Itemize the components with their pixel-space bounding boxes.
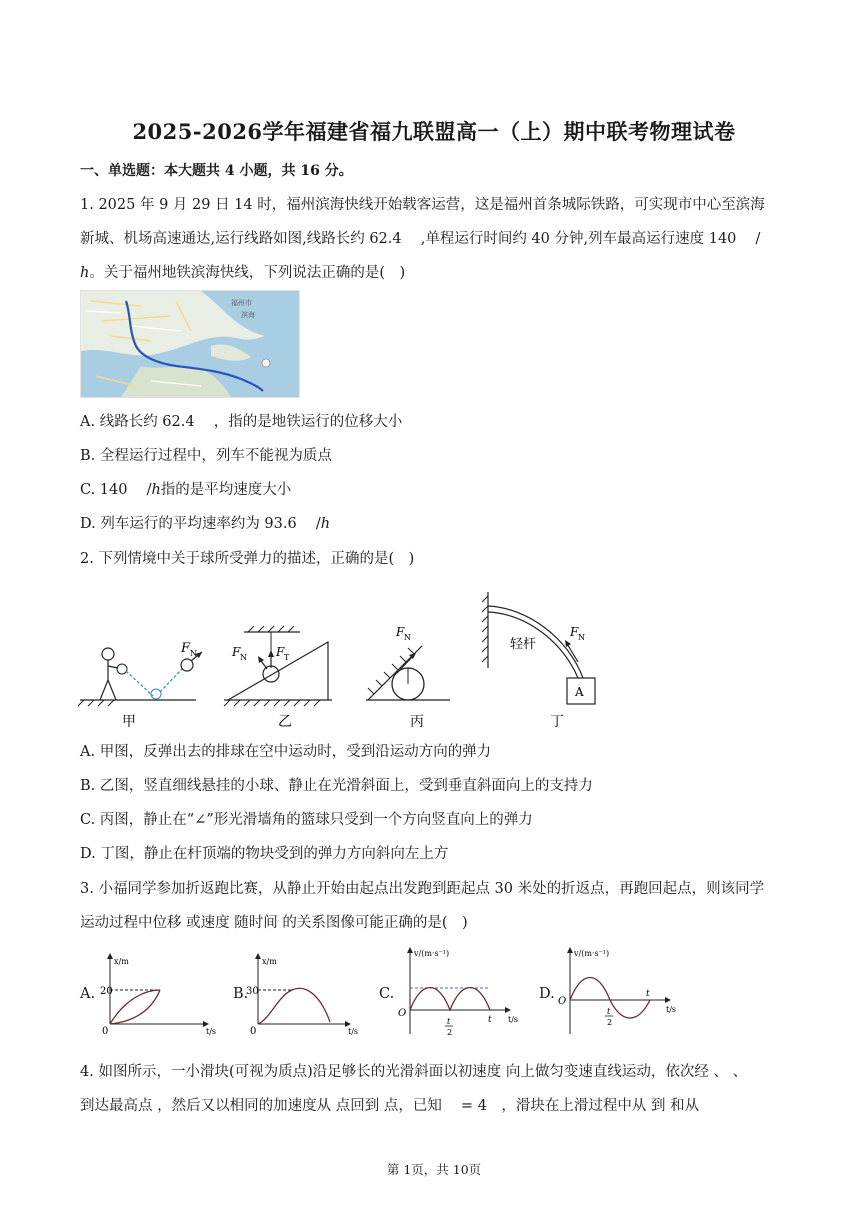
graph-d-origin: O xyxy=(558,996,567,1007)
label-ding-rod: 轻杆 xyxy=(510,637,537,652)
label-yi: 乙 xyxy=(278,714,292,730)
figure-jia xyxy=(78,641,202,730)
q1-line-3: ℎ。关于福州地铁滨海快线，下列说法正确的是( ) xyxy=(80,265,406,281)
graph-c-half-bot: 2 xyxy=(447,1028,453,1037)
graph-b-value: 30 xyxy=(246,986,259,997)
graph-d-ylabel: v/(m·s⁻¹) xyxy=(574,949,610,958)
graph-c-xlabel: t/s xyxy=(508,1015,519,1024)
graph-a-ylabel: x/m xyxy=(114,957,129,966)
graph-c-t: t xyxy=(488,1015,492,1025)
figure-ding xyxy=(482,592,595,730)
graph-d-half-bot: 2 xyxy=(607,1018,613,1027)
label-yi-ft: F xyxy=(276,645,285,659)
graph-d-t: t xyxy=(646,989,650,999)
label-jia-f-sub: N xyxy=(190,649,197,658)
figure-yi xyxy=(224,626,332,730)
label-yi-ft-sub: T xyxy=(284,653,290,662)
label-jia: 甲 xyxy=(122,714,136,730)
q1-option-a: A. 线路长约 62.4 ，指的是地铁运行的位移大小 xyxy=(80,414,403,430)
q4-line-2: 到达最高点 ，然后又以相同的加速度从 点回到 点，已知 = 4 ，滑块在上滑过程中从 到 和从 xyxy=(80,1098,700,1114)
q2-stem: 2. 下列情境中关于球所受弹力的描述，正确的是( ) xyxy=(80,551,415,567)
graph-c-origin: O xyxy=(398,1008,407,1019)
page-title: 2025-2026学年福建省福九联盟高一（上）期中联考物理试卷 xyxy=(132,119,736,144)
q2-option-a: A. 甲图，反弹出去的排球在空中运动时，受到沿运动方向的弹力 xyxy=(80,744,492,760)
q3-line-2: 运动过程中位移 或速度 随时间 的关系图像可能正确的是( ) xyxy=(80,915,468,931)
section-heading: 一、单选题：本大题共 4 小题，共 16 分。 xyxy=(80,163,353,179)
label-ding-block: A xyxy=(575,685,584,699)
q3-option-c-label: C. xyxy=(379,986,395,1002)
graph-c-half-top: t xyxy=(447,1017,451,1026)
route-map-image xyxy=(80,290,300,398)
graph-c-ylabel: v/(m·s⁻¹) xyxy=(414,949,450,958)
page-footer: 第 1页，共 10页 xyxy=(386,1162,482,1177)
label-ding: 丁 xyxy=(550,714,564,730)
graph-a xyxy=(100,954,216,1037)
q3-line-1: 3. 小福同学参加折返跑比赛，从静止开始由起点出发跑到距起点 30 米处的折返点，再跑回起点，则该同学 xyxy=(80,881,765,897)
q1-line-2: 新城、机场高速通达,运行线路如图,线路长约 62.4 ,单程运行时间约 40 分钟,列车最高运行速度 140 / xyxy=(80,231,761,247)
graph-a-xlabel: t/s xyxy=(206,1027,217,1036)
q3-option-b-label: B. xyxy=(233,986,249,1002)
label-bing-fn: F xyxy=(396,625,405,639)
q1-option-c: C. 140 /ℎ指的是平均速度大小 xyxy=(80,482,292,498)
q4-line-1: 4. 如图所示，一小滑块(可视为质点)沿足够长的光滑斜面以初速度 向上做匀变速直线运动，依次经 、 、 xyxy=(80,1064,748,1080)
q1-option-b: B. 全程运行过程中，列车不能视为质点 xyxy=(80,448,332,464)
label-bing-fn-sub: N xyxy=(404,633,411,642)
map-label-binhai: 滨海 xyxy=(241,311,255,319)
q2-figures xyxy=(78,588,638,730)
label-yi-fn: F xyxy=(232,645,241,659)
q1-line-1: 1. 2025 年 9 月 29 日 14 时，福州滨海快线开始载客运营，这是福州首条城际铁路，可实现市中心至滨海 xyxy=(80,197,765,213)
label-ding-fn-sub: N xyxy=(578,633,585,642)
q2-option-d: D. 丁图，静止在杆顶端的物块受到的弹力方向斜向左上方 xyxy=(80,846,449,862)
graph-d-xlabel: t/s xyxy=(666,1005,677,1014)
figure-bing xyxy=(366,625,450,730)
graph-b-xlabel: t/s xyxy=(348,1027,359,1036)
q3-graphs xyxy=(100,944,700,1044)
q3-option-d-label: D. xyxy=(539,986,555,1002)
graph-b xyxy=(246,954,358,1037)
graph-b-ylabel: x/m xyxy=(262,957,277,966)
graph-c xyxy=(398,948,518,1037)
label-jia-f: F xyxy=(181,641,191,656)
q1-option-d: D. 列车运行的平均速率约为 93.6 /ℎ xyxy=(80,516,331,532)
graph-b-origin: 0 xyxy=(250,1026,257,1037)
q3-option-a-label: A. xyxy=(80,986,96,1002)
label-yi-fn-sub: N xyxy=(240,653,247,662)
map-label-fuzhou: 福州市 xyxy=(231,299,252,307)
label-ding-fn: F xyxy=(570,625,579,639)
label-bing: 丙 xyxy=(410,714,424,730)
graph-d-half-top: t xyxy=(607,1007,611,1016)
q2-option-b: B. 乙图，竖直细线悬挂的小球、静止在光滑斜面上，受到垂直斜面向上的支持力 xyxy=(80,778,593,794)
graph-a-origin: 0 xyxy=(102,1026,109,1037)
q2-option-c: C. 丙图，静止在“∠”形光滑墙角的篮球只受到一个方向竖直向上的弹力 xyxy=(80,812,533,828)
graph-a-value: 20 xyxy=(100,986,113,997)
graph-d xyxy=(558,948,676,1034)
